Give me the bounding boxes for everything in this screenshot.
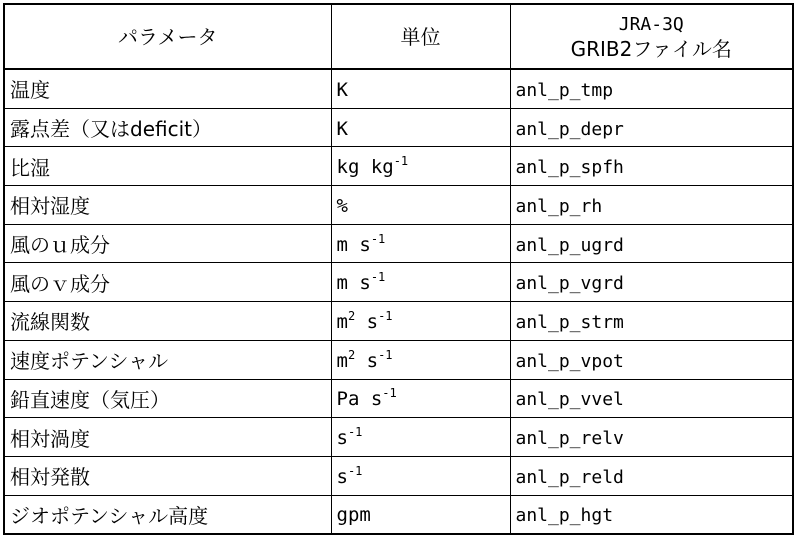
unit-base: s	[336, 427, 348, 450]
unit-cell	[331, 147, 510, 186]
file-cell	[510, 186, 793, 225]
unit-exponent-second: -1	[378, 347, 393, 362]
unit-exponent: 2	[347, 308, 356, 323]
unit-base: gpm	[336, 504, 371, 527]
grib2-file-name: anl_p_vpot	[515, 350, 624, 372]
parameter-name: 露点差（又はdeficit）	[10, 117, 212, 142]
unit-exponent-second: -1	[378, 308, 393, 323]
table-row	[4, 340, 793, 379]
header-file	[510, 4, 793, 69]
parameter-cell	[4, 340, 331, 379]
table-row	[4, 418, 793, 457]
parameter-name: 温度	[10, 78, 50, 103]
parameter-cell	[4, 495, 331, 534]
unit-cell	[331, 224, 510, 263]
grib2-file-name: anl_p_tmp	[515, 79, 614, 101]
unit-exponent: -1	[382, 386, 397, 401]
header-row	[4, 4, 793, 69]
header-file-line2: GRIB2ファイル名	[570, 36, 732, 61]
parameter-cell	[4, 224, 331, 263]
file-cell	[510, 302, 793, 341]
file-cell	[510, 69, 793, 108]
unit-base: kg kg	[336, 156, 394, 179]
parameter-cell	[4, 379, 331, 418]
grib2-file-name: anl_p_vvel	[515, 389, 624, 411]
table-body	[4, 69, 793, 534]
unit-cell	[331, 302, 510, 341]
parameter-name: 相対湿度	[10, 194, 90, 219]
parameter-name: 相対発散	[10, 465, 90, 490]
grib2-file-name: anl_p_vgrd	[515, 273, 624, 295]
file-cell	[510, 224, 793, 263]
unit-exponent: 2	[347, 347, 356, 362]
unit-exponent: -1	[393, 154, 409, 169]
unit-base: %	[336, 194, 348, 217]
parameter-name: 風のｖ成分	[10, 271, 110, 296]
table-row	[4, 147, 793, 186]
parameter-name: 速度ポテンシャル	[10, 349, 169, 374]
unit-base: m s	[336, 233, 371, 256]
file-cell	[510, 108, 793, 147]
file-cell	[510, 495, 793, 534]
file-cell	[510, 340, 793, 379]
unit-cell	[331, 379, 510, 418]
table-row	[4, 224, 793, 263]
unit-cell	[331, 263, 510, 302]
parameter-cell	[4, 69, 331, 108]
unit-cell	[331, 69, 510, 108]
parameter-cell	[4, 302, 331, 341]
unit-base: m s	[336, 272, 371, 295]
parameter-name: 鉛直速度（気圧）	[10, 387, 170, 412]
file-cell	[510, 379, 793, 418]
unit-cell	[331, 495, 510, 534]
parameter-cell	[4, 147, 331, 186]
unit-value	[336, 347, 393, 372]
table-row	[4, 186, 793, 225]
parameter-cell	[4, 186, 331, 225]
parameter-cell	[4, 263, 331, 302]
header-unit-label: 単位	[400, 24, 441, 49]
header-file-line1: JRA-3Q	[618, 13, 684, 35]
unit-cell	[331, 456, 510, 495]
unit-base: s	[336, 465, 348, 488]
unit-base: K	[336, 117, 348, 140]
unit-value	[337, 156, 409, 178]
header-parameter-label: パラメータ	[118, 24, 218, 49]
unit-base-second: s	[355, 349, 379, 372]
grib2-file-name: anl_p_ugrd	[515, 234, 624, 256]
unit-value	[336, 308, 393, 333]
unit-value	[337, 195, 348, 217]
header-parameter	[4, 4, 331, 69]
grib2-file-name: anl_p_reld	[515, 466, 624, 488]
table-row	[4, 302, 793, 341]
parameter-cell	[4, 108, 331, 147]
unit-cell	[331, 340, 510, 379]
unit-base: m	[336, 349, 348, 372]
table-row	[4, 108, 793, 147]
unit-cell	[331, 418, 510, 457]
unit-base-second: s	[355, 310, 379, 333]
unit-exponent: -1	[347, 425, 363, 440]
grib2-file-name: anl_p_spfh	[515, 157, 624, 179]
unit-value	[336, 231, 386, 256]
unit-base: Pa s	[336, 388, 383, 411]
parameter-name: 流線関数	[10, 310, 90, 335]
parameter-cell	[4, 418, 331, 457]
unit-value	[336, 463, 363, 488]
unit-value	[337, 427, 363, 449]
unit-value	[337, 79, 348, 101]
table-row	[4, 69, 793, 108]
grib2-file-name: anl_p_strm	[515, 311, 624, 333]
parameter-name: ジオポテンシャル高度	[10, 503, 209, 528]
file-cell	[510, 418, 793, 457]
unit-value	[337, 272, 386, 294]
file-cell	[510, 263, 793, 302]
unit-exponent: -1	[347, 463, 363, 478]
grib2-file-name: anl_p_relv	[515, 428, 624, 450]
unit-base: m	[336, 310, 348, 333]
unit-value	[337, 118, 348, 140]
grib2-file-name: anl_p_hgt	[515, 505, 614, 527]
parameter-name: 比湿	[10, 155, 50, 180]
file-cell	[510, 147, 793, 186]
unit-cell	[331, 108, 510, 147]
unit-exponent: -1	[370, 231, 386, 246]
parameter-table	[3, 3, 794, 535]
unit-exponent: -1	[370, 270, 386, 285]
unit-cell	[331, 186, 510, 225]
table-row	[4, 263, 793, 302]
table-row	[4, 379, 793, 418]
table-row	[4, 456, 793, 495]
unit-value	[337, 388, 397, 410]
unit-value	[337, 504, 371, 526]
parameter-cell	[4, 456, 331, 495]
parameter-name: 風のｕ成分	[10, 233, 110, 258]
grib2-file-name: anl_p_rh	[515, 195, 603, 217]
table-row	[4, 495, 793, 534]
header-unit	[331, 4, 510, 69]
parameter-name: 相対渦度	[10, 426, 90, 451]
unit-base: K	[336, 78, 348, 101]
grib2-file-name: anl_p_depr	[515, 118, 624, 140]
file-cell	[510, 456, 793, 495]
